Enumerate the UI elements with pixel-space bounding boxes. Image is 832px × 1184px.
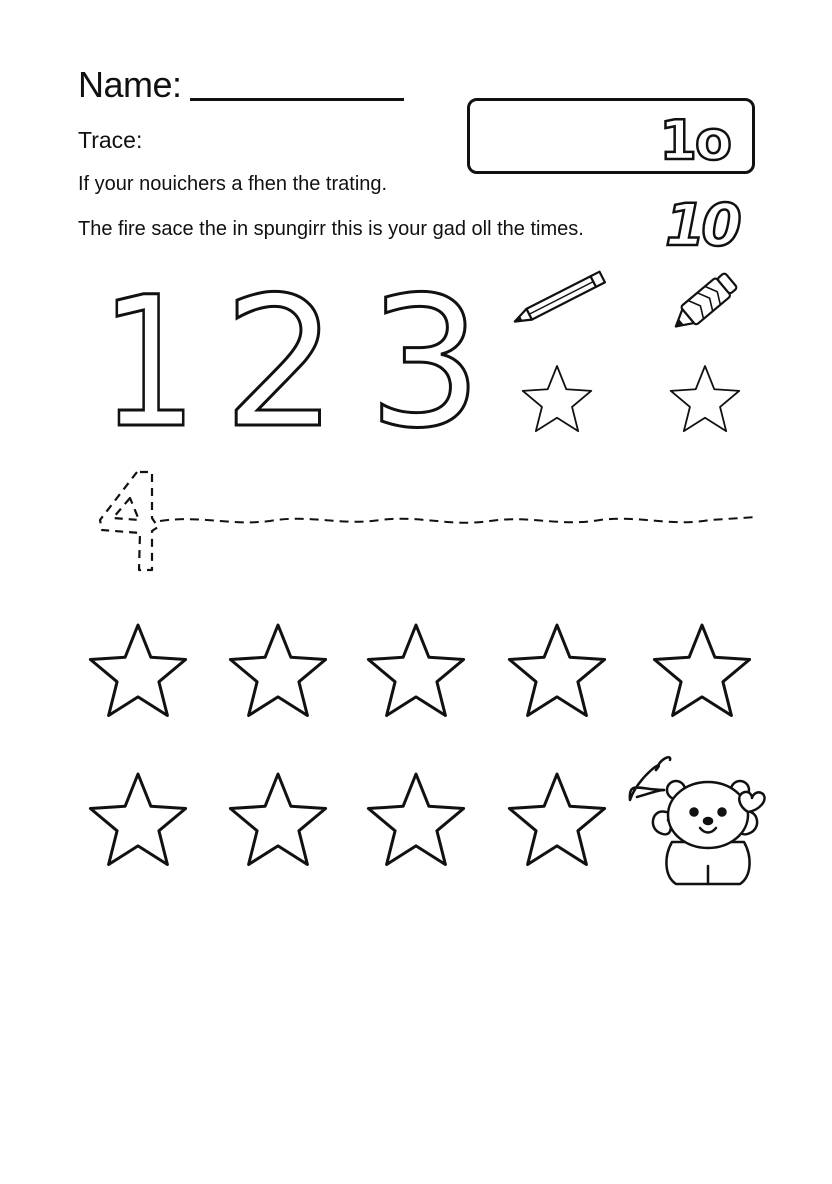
number-box-value: 1o [659,109,730,172]
instruction-line-1: If your nouichers a fhen the trating. [78,173,388,195]
star-icon [90,625,185,716]
star-icon [368,774,463,865]
instruction-line-2: The fire sace the in spungirr this is your gad oll the times. [78,218,584,240]
dashed-trace-line [160,517,757,523]
outlined-digit-2: 2 [223,259,338,468]
dashed-trace-digit-4 [100,472,158,570]
name-label: Name: [78,64,182,105]
outlined-digit-1: 1 [100,259,198,469]
star-icon [523,366,592,431]
teddy-bear-icon [630,757,757,884]
star-icon [368,625,463,716]
star-icon [230,774,325,865]
star-icon [509,774,604,865]
star-icon [230,625,325,716]
crayon-icon [668,271,739,336]
trace-label: Trace: [78,127,143,153]
star-icon [90,774,185,865]
heart-icon [739,792,764,812]
star-icon [509,625,604,716]
big-number-10: 10 [665,191,738,259]
star-icon [654,625,749,716]
star-icon [671,366,740,431]
pencil-icon [512,272,605,327]
outlined-digit-3: 3 [368,259,483,468]
